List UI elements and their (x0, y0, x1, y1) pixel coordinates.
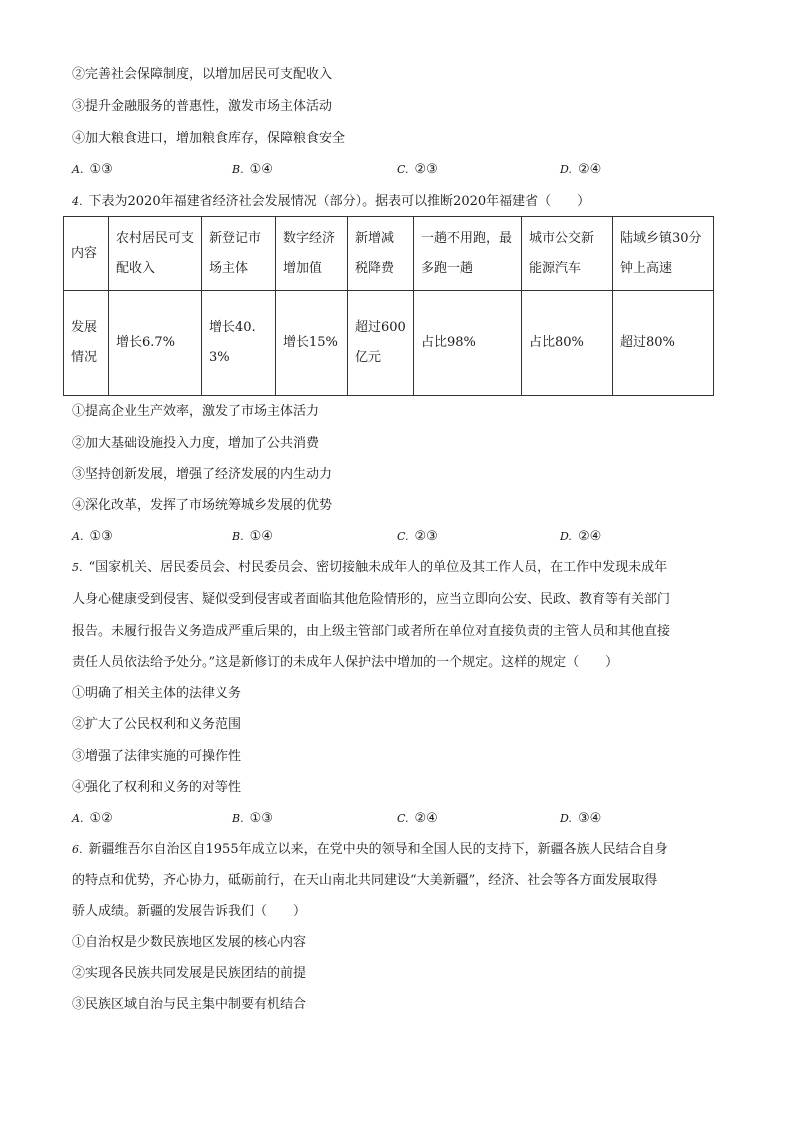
table-header-cell: 新登记市场主体 (202, 217, 276, 291)
table-row (64, 291, 714, 396)
table-cell: 占比98% (414, 291, 522, 396)
q3-item-2: ②完善社会保障制度，以增加居民可支配收入 (72, 67, 333, 82)
table-cell: 占比80% (522, 291, 613, 396)
q6-item-2: ②实现各民族共同发展是民族团结的前提 (72, 966, 307, 981)
row-label: 发展情况 (64, 291, 109, 396)
q3-options (72, 162, 712, 178)
table-header-row (64, 217, 714, 291)
q5-option-d[interactable]: D. ③④ (560, 811, 602, 826)
q6-stem-line-2: 的特点和优势，齐心协力，砥砺前行，在天山南北共同建设“大美新疆”，经济、社会等各方面发展取得 (72, 873, 658, 888)
q3-option-b[interactable]: B. ①④ (232, 162, 273, 177)
q4-item-4: ④深化改革，发挥了市场统筹城乡发展的优势 (72, 498, 333, 513)
q3-option-a[interactable]: A. ①③ (72, 162, 113, 177)
table-cell: 超过80% (613, 291, 714, 396)
table-header-cell: 农村居民可支配收入 (109, 217, 202, 291)
question-number: 4. (72, 195, 83, 208)
q6-item-1: ①自治权是少数民族地区发展的核心内容 (72, 935, 307, 950)
q6-stem-line-1: 6. 新疆维吾尔自治区自1955年成立以来，在党中央的领导和全国人民的支持下，新疆各族人民结合自身 (72, 842, 668, 857)
q4-option-a[interactable]: A. ①③ (72, 529, 113, 544)
q3-item-3: ③提升金融服务的普惠性，激发市场主体活动 (72, 99, 333, 114)
question-number: 6. (72, 843, 83, 856)
table-cell: 增长15% (276, 291, 348, 396)
q5-item-2: ②扩大了公民权利和义务范围 (72, 717, 242, 732)
table-header-cell: 城市公交新能源汽车 (522, 217, 613, 291)
table-header-cell: 数字经济增加值 (276, 217, 348, 291)
q5-stem-line-4: 责任人员依法给予处分。”这是新修订的未成年人保护法中增加的一个规定。这样的规定（ ） (72, 655, 619, 670)
q5-stem-line-3: 报告。未履行报告义务造成严重后果的，由上级主管部门或者所在单位对直接负责的主管人员和其他直接 (72, 624, 671, 639)
table-header-cell: 陆域乡镇30分钟上高速 (613, 217, 714, 291)
q4-item-2: ②加大基础设施投入力度，增加了公共消费 (72, 436, 320, 451)
table-cell: 增长6.7% (109, 291, 202, 396)
q5-item-3: ③增强了法律实施的可操作性 (72, 749, 242, 764)
q4-option-d[interactable]: D. ②④ (560, 529, 602, 544)
q4-item-1: ①提高企业生产效率，激发了市场主体活力 (72, 404, 320, 419)
q5-option-a[interactable]: A. ①② (72, 811, 113, 826)
row-label: 内容 (64, 217, 109, 291)
q4-data-table (63, 216, 714, 396)
q5-stem-line-2: 人身心健康受到侵害、疑似受到侵害或者面临其他危险情形的，应当立即向公安、民政、教育等有关部门 (72, 592, 671, 607)
q5-stem-line-1: 5. “国家机关、居民委员会、村民委员会、密切接触未成年人的单位及其工作人员，在工作中发现未成年 (72, 560, 668, 575)
q5-option-c[interactable]: C. ②④ (397, 811, 438, 826)
q5-options (72, 811, 712, 827)
q6-item-3: ③民族区域自治与民主集中制要有机结合 (72, 997, 307, 1012)
q5-item-4: ④强化了权利和义务的对等性 (72, 780, 242, 795)
table-cell: 超过600亿元 (348, 291, 414, 396)
q5-option-b[interactable]: B. ①③ (232, 811, 273, 826)
table-cell: 增长40.3% (202, 291, 276, 396)
q3-option-d[interactable]: D. ②④ (560, 162, 602, 177)
q3-option-c[interactable]: C. ②③ (397, 162, 438, 177)
table-header-cell: 新增减税降费 (348, 217, 414, 291)
q4-option-c[interactable]: C. ②③ (397, 529, 438, 544)
table-header-cell: 一趟不用跑，最多跑一趟 (414, 217, 522, 291)
q4-option-b[interactable]: B. ①④ (232, 529, 273, 544)
q4-item-3: ③坚持创新发展，增强了经济发展的内生动力 (72, 467, 333, 482)
q4-stem: 4. 下表为2020年福建省经济社会发展情况（部分）。据表可以推断2020年福建省（ ） (72, 194, 591, 209)
q6-stem-line-3: 骄人成绩。新疆的发展告诉我们（ ） (72, 904, 307, 919)
q3-item-4: ④加大粮食进口，增加粮食库存，保障粮食安全 (72, 131, 346, 146)
q4-options (72, 529, 712, 545)
q5-item-1: ①明确了相关主体的法律义务 (72, 686, 242, 701)
question-number: 5. (72, 561, 83, 574)
